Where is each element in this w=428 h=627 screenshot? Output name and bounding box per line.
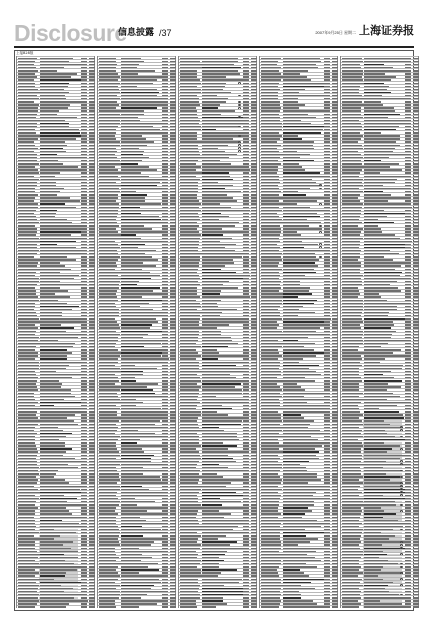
listing-row [341,605,418,609]
listing-row [98,605,175,609]
listing-column [16,56,95,608]
section-title: 信息披露 [118,28,155,38]
listing-column [340,56,419,608]
listing-row [17,605,94,609]
issue-date: 2007年9月25日 星期二 [315,30,356,35]
listing-column [97,56,176,608]
brand-wordmark: Disclosure [14,20,127,46]
listing-row [260,605,337,609]
newspaper-name: 上海证券报 [359,24,414,37]
listing-column [259,56,338,608]
table-title: 上接B28版 [16,51,34,55]
masthead [14,20,414,46]
page-number: /37 [159,28,172,38]
listing-column [178,56,257,608]
masthead-rule [14,46,414,48]
listing-row [179,605,256,609]
